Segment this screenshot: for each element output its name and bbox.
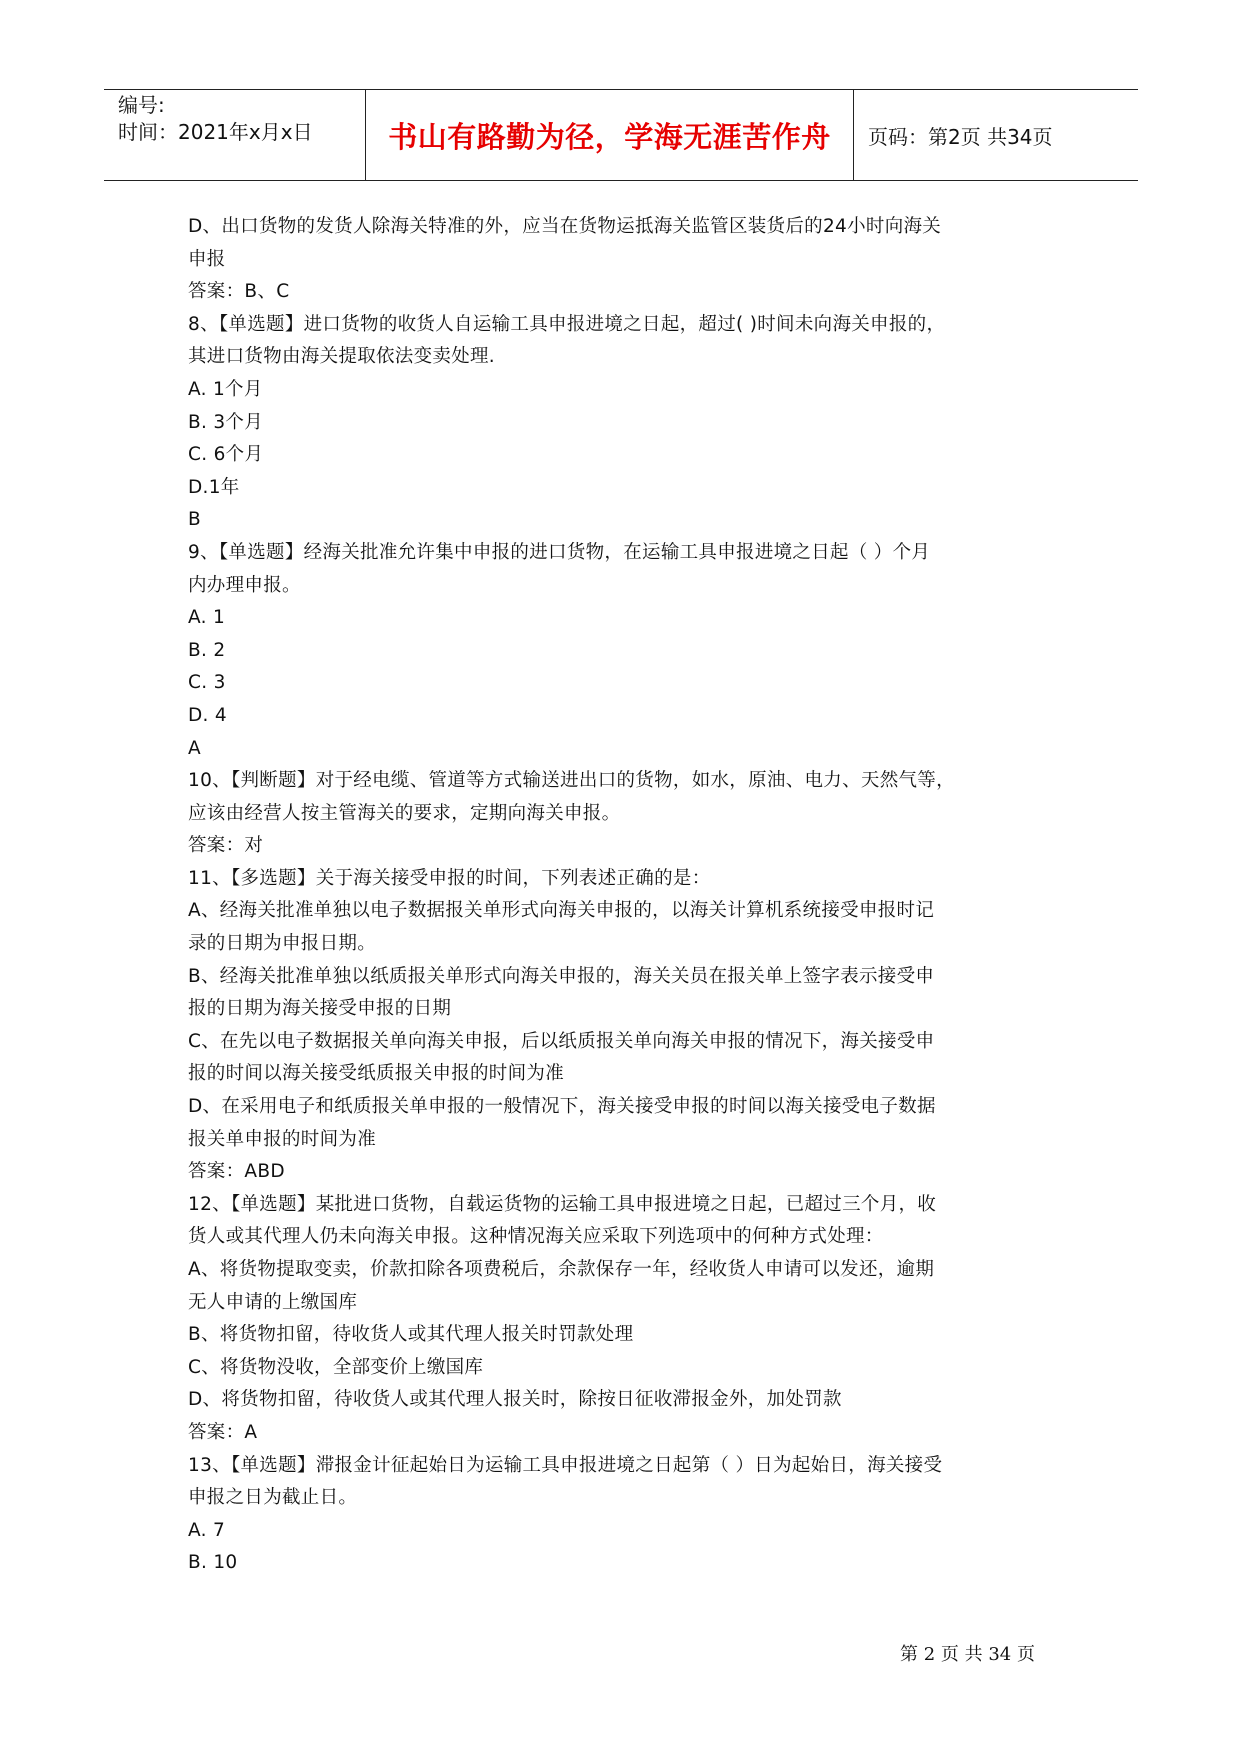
- text-line: 报的时间以海关接受纸质报关申报的时间为准: [188, 1063, 565, 1085]
- text-line: 录的日期为申报日期。: [188, 933, 377, 955]
- answer-line: 答案：对: [188, 835, 264, 857]
- option-line: A、经海关批准单独以电子数据报关单形式向海关申报的，以海关计算机系统接受申报时记: [188, 900, 935, 922]
- document-body: [188, 211, 1068, 1580]
- header-info-cell: [104, 90, 366, 180]
- page-footer: 第 2 页 共 34 页: [900, 1644, 1035, 1665]
- text-line: 报的日期为海关接受申报的日期: [188, 998, 452, 1020]
- text-line: 其进口货物由海关提取依法变卖处理.: [188, 346, 495, 368]
- option-line: D、在采用电子和纸质报关单申报的一般情况下，海关接受申报的时间以海关接受电子数据: [188, 1096, 936, 1118]
- serial-label: 编号:: [118, 93, 165, 117]
- option-line: C、在先以电子数据报关单向海关申报，后以纸质报关单向海关申报的情况下，海关接受申: [188, 1030, 935, 1052]
- page-header: [104, 89, 1138, 181]
- question-line: 13、【单选题】滞报金计征起始日为运输工具申报进境之日起第（ ）日为起始日，海关接受: [188, 1454, 943, 1476]
- question-line: 8、【单选题】进口货物的收货人自运输工具申报进境之日起，超过( )时间未向海关申报的，: [188, 313, 946, 335]
- answer-line: A: [188, 737, 201, 759]
- text-line: 申报: [188, 248, 226, 270]
- option-line: B. 2: [188, 639, 226, 661]
- option-line: A. 1: [188, 607, 226, 629]
- answer-line: 答案：ABD: [188, 1161, 285, 1183]
- text-line: D、出口货物的发货人除海关特准的外，应当在货物运抵海关监管区装货后的24小时向海关: [188, 216, 942, 237]
- question-line: 12、【单选题】某批进口货物，自载运货物的运输工具申报进境之日起，已超过三个月，收: [188, 1193, 937, 1215]
- question-line: 9、【单选题】经海关批准允许集中申报的进口货物，在运输工具申报进境之日起（ ）个月: [188, 541, 931, 563]
- text-line: 货人或其代理人仍未向海关申报。这种情况海关应采取下列选项中的何种方式处理：: [188, 1226, 884, 1248]
- option-line: B、经海关批准单独以纸质报关单形式向海关申报的，海关关员在报关单上签字表示接受申: [188, 965, 935, 987]
- option-line: B. 3个月: [188, 411, 264, 433]
- option-line: C、将货物没收，全部变价上缴国库: [188, 1356, 484, 1378]
- question-line: 10、【判断题】对于经电缆、管道等方式输送进出口的货物，如水，原油、电力、天然气等，: [188, 770, 955, 792]
- option-line: C. 3: [188, 672, 226, 694]
- answer-line: B: [188, 509, 201, 531]
- text-line: 内办理申报。: [188, 574, 301, 596]
- header-motto: 书山有路勤为径，学海无涯苦作舟: [366, 90, 854, 180]
- option-line: A. 7: [188, 1519, 226, 1541]
- header-page-info: 页码：第2页 共34页: [868, 124, 1053, 149]
- text-line: 无人申请的上缴国库: [188, 1291, 358, 1313]
- text-line: 应该由经营人按主管海关的要求，定期向海关申报。: [188, 802, 621, 824]
- text-line: 报关单申报的时间为准: [188, 1128, 377, 1150]
- option-line: D. 4: [188, 704, 227, 726]
- option-line: B、将货物扣留，待收货人或其代理人报关时罚款处理: [188, 1324, 634, 1346]
- option-line: D、将货物扣留，待收货人或其代理人报关时，除按日征收滞报金外，加处罚款: [188, 1389, 842, 1411]
- option-line: A、将货物提取变卖，价款扣除各项费税后，余款保存一年，经收货人申请可以发还，逾期: [188, 1259, 935, 1280]
- option-line: C. 6个月: [188, 444, 264, 466]
- option-line: B. 10: [188, 1552, 238, 1574]
- answer-line: 答案：B、C: [188, 281, 290, 303]
- text-line: 申报之日为截止日。: [188, 1487, 358, 1509]
- option-line: A. 1个月: [188, 378, 263, 400]
- answer-line: 答案：A: [188, 1421, 258, 1443]
- option-line: D.1年: [188, 476, 240, 498]
- time-label: 时间：2021年x月x日: [118, 120, 313, 144]
- question-line: 11、【多选题】关于海关接受申报的时间，下列表述正确的是：: [188, 867, 711, 889]
